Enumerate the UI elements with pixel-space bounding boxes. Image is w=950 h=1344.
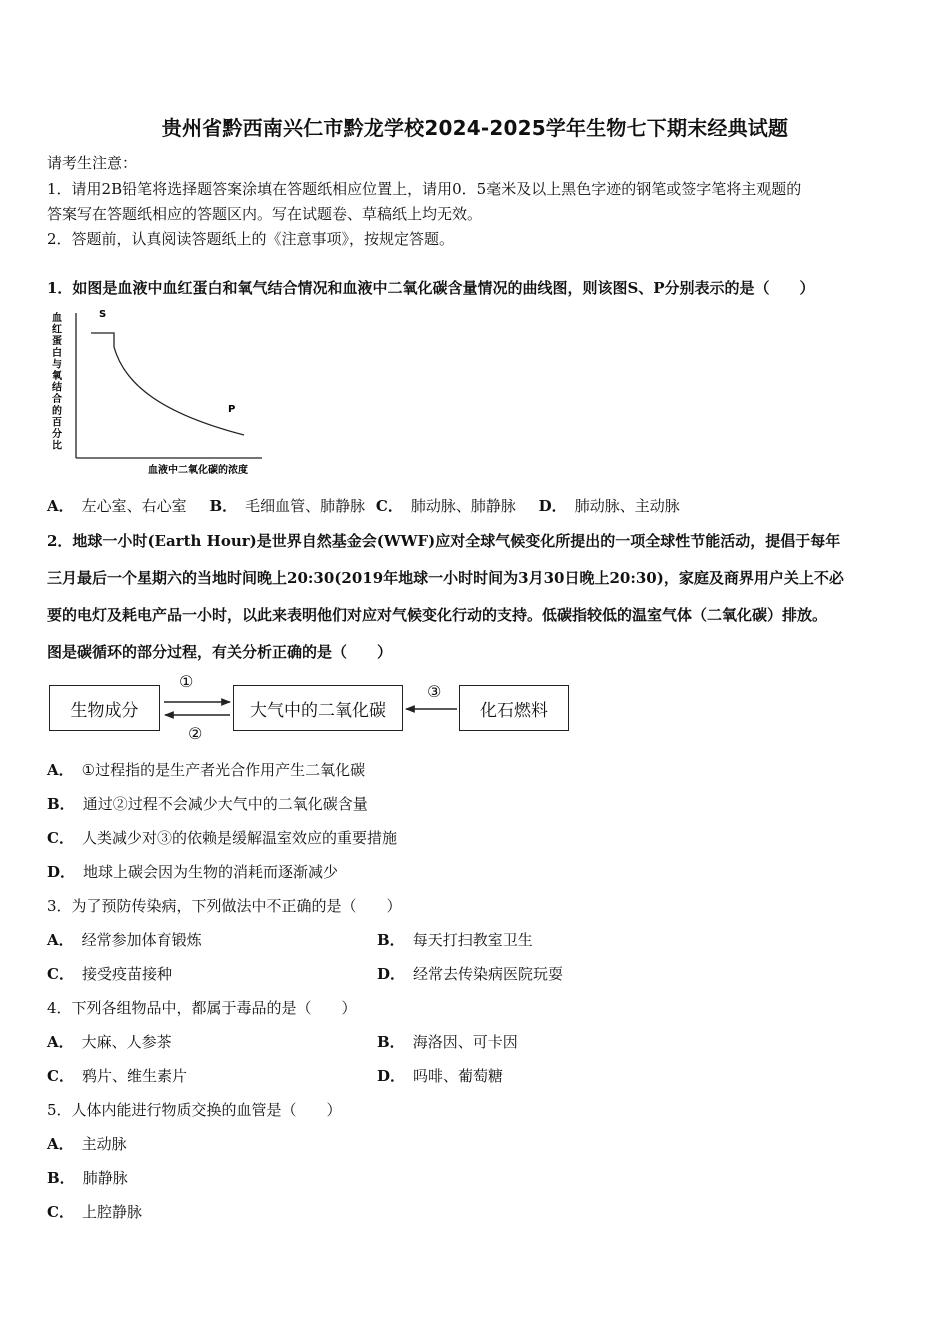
q1-option-c[interactable]: C． 肺动脉、肺静脉 bbox=[375, 497, 516, 515]
q5-option-a[interactable]: A． 主动脉 bbox=[47, 1135, 127, 1153]
y-axis-label-char: 的 bbox=[52, 405, 62, 417]
page-title: 贵州省黔西南兴仁市黔龙学校2024-2025学年生物七下期末经典试题 bbox=[161, 116, 789, 140]
diagram-label-3: ③ bbox=[427, 682, 442, 701]
notice-line-2: 答案写在答题纸相应的答题区内。写在试题卷、草稿纸上均无效。 bbox=[47, 205, 483, 223]
y-axis-label-char: 蛋 bbox=[52, 336, 62, 348]
curve-label-s: S bbox=[99, 309, 107, 320]
y-axis-label-char: 氧 bbox=[52, 371, 62, 382]
notice-heading: 请考生注意： bbox=[47, 154, 138, 172]
diagram-label-2: ② bbox=[188, 724, 203, 743]
q1-stem: 1．如图是血液中血红蛋白和氧气结合情况和血液中二氧化碳含量情况的曲线图，则该图S、P分别表示的是（ ） bbox=[47, 279, 815, 297]
q3-option-d[interactable]: D． 经常去传染病医院玩耍 bbox=[377, 965, 564, 983]
y-axis-label bbox=[52, 311, 63, 452]
q4-option-c[interactable]: C． 鸦片、维生素片 bbox=[47, 1067, 187, 1085]
diagram-box-organisms: 生物成分 bbox=[49, 685, 160, 731]
curve-line bbox=[91, 333, 244, 435]
q4-option-d[interactable]: D． 吗啡、葡萄糖 bbox=[377, 1067, 504, 1085]
q1-option-b[interactable]: B． 毛细血管、肺静脉 bbox=[209, 497, 366, 515]
q2-stem-line-4: 图是碳循环的部分过程，有关分析正确的是（ ） bbox=[47, 643, 393, 661]
q2-option-d[interactable]: D． 地球上碳会因为生物的消耗而逐渐减少 bbox=[47, 863, 339, 881]
q3-option-b[interactable]: B． 每天打扫教室卫生 bbox=[377, 931, 533, 949]
y-axis-label-char: 血 bbox=[52, 313, 62, 324]
q1-options bbox=[47, 495, 680, 516]
q1-option-d[interactable]: D． 肺动脉、主动脉 bbox=[538, 497, 680, 515]
q5-stem: 5．人体内能进行物质交换的血管是（ ） bbox=[47, 1101, 342, 1119]
y-axis-label-char: 合 bbox=[52, 394, 62, 406]
y-axis-label-char: 红 bbox=[52, 324, 62, 336]
q2-stem-line-3: 要的电灯及耗电产品一小时，以此来表明他们对应对气候变化行动的支持。低碳指较低的温室气体（二氧化碳）排放。 bbox=[47, 606, 828, 624]
notice-line-1: 1．请用2B铅笔将选择题答案涂填在答题纸相应位置上，请用0．5毫米及以上黑色字迹的钢笔或签字笔将主观题的 bbox=[47, 180, 802, 198]
diagram-box-fossil-fuel: 化石燃料 bbox=[459, 685, 569, 731]
x-axis-label: 血液中二氧化碳的浓度 bbox=[148, 465, 248, 476]
q2-stem-line-1: 2．地球一小时(Earth Hour)是世界自然基金会(WWF)应对全球气候变化所提出的一项全球性节能活动，提倡于每年 bbox=[47, 532, 841, 550]
q5-option-b[interactable]: B． 肺静脉 bbox=[47, 1169, 128, 1187]
y-axis-label-char: 白 bbox=[52, 347, 62, 359]
notice-line-3: 2．答题前，认真阅读答题纸上的《注意事项》，按规定答题。 bbox=[47, 230, 455, 248]
curve-label-p: P bbox=[228, 404, 236, 415]
y-axis-label-char: 分 bbox=[52, 429, 62, 440]
q5-option-c[interactable]: C． 上腔静脉 bbox=[47, 1203, 142, 1221]
q2-option-b[interactable]: B． 通过②过程不会减少大气中的二氧化碳含量 bbox=[47, 795, 368, 813]
q4-stem: 4．下列各组物品中，都属于毒品的是（ ） bbox=[47, 999, 357, 1017]
q2-option-a[interactable]: A． ①过程指的是生产者光合作用产生二氧化碳 bbox=[47, 761, 366, 779]
y-axis-label-char: 与 bbox=[52, 359, 62, 371]
q3-stem: 3．为了预防传染病，下列做法中不正确的是（ ） bbox=[47, 897, 402, 915]
diagram-box-atmospheric-co2: 大气中的二氧化碳 bbox=[233, 685, 403, 731]
q3-option-c[interactable]: C． 接受疫苗接种 bbox=[47, 965, 172, 983]
q4-option-a[interactable]: A． 大麻、人参茶 bbox=[47, 1033, 172, 1051]
diagram-label-1: ① bbox=[179, 672, 194, 691]
q1-curve-graph bbox=[44, 303, 274, 481]
y-axis-label-char: 比 bbox=[52, 440, 62, 452]
q4-option-b[interactable]: B． 海洛因、可卡因 bbox=[377, 1033, 518, 1051]
q2-stem-line-2: 三月最后一个星期六的当地时间晚上20:30(2019年地球一小时时间为3月30日晚上20:30)，家庭及商界用户关上不必 bbox=[47, 569, 844, 587]
q2-option-c[interactable]: C． 人类减少对③的依赖是缓解温室效应的重要措施 bbox=[47, 829, 397, 847]
q3-option-a[interactable]: A． 经常参加体育锻炼 bbox=[47, 931, 202, 949]
q1-option-a[interactable]: A． 左心室、右心室 bbox=[47, 497, 187, 515]
diagram-arrows bbox=[160, 685, 460, 731]
y-axis-label-char: 结 bbox=[52, 382, 62, 394]
y-axis-label-char: 百 bbox=[52, 417, 62, 429]
